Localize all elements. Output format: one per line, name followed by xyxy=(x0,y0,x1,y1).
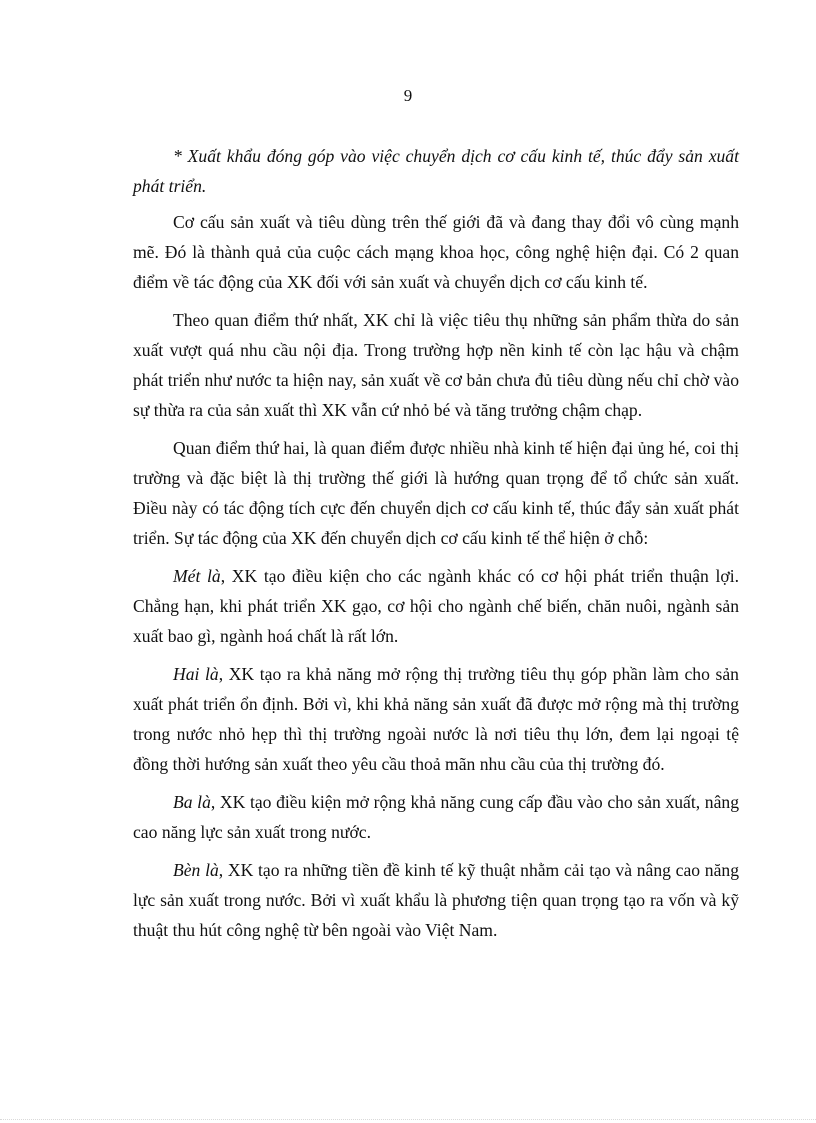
point-one-lead: Mét là xyxy=(173,566,221,586)
point-three-text: , XK tạo điều kiện mở rộng khả năng cung cấp đầu vào cho sản xuất, nâng cao năng lực sản xuất trong nước. xyxy=(133,792,739,842)
point-three xyxy=(133,787,739,847)
paragraph-intro: Cơ cấu sản xuất và tiêu dùng trên thế giới đã và đang thay đổi vô cùng mạnh mẽ. Đó là thành quả của cuộc cách mạng khoa học, công nghệ hiện đại. Có 2 quan điểm về tác động của XK đối với sản xuất và chuyển dịch cơ cấu kinh tế. xyxy=(133,212,739,292)
paragraph-second-view: Quan điểm thứ hai, là quan điểm được nhiều nhà kinh tế hiện đại ủng hé, coi thị trường và đặc biệt là thị trường thế giới là hướng quan trọng để tổ chức sản xuất. Điều này có tác động tích cực đến chuyển dịch cơ cấu kinh tế, thúc đẩy sản xuất phát triển. Sự tác động của XK đến chuyển dịch cơ cấu kinh tế thể hiện ở chỗ: xyxy=(133,438,739,548)
point-four-text: , XK tạo ra những tiền đề kinh tế kỹ thuật nhằm cải tạo và nâng cao năng lực sản xuất trong nước. Bởi vì xuất khẩu là phương tiện quan trọng tạo ra vốn và kỹ thuật thu hút công nghệ từ bên ngoài vào Việt Nam. xyxy=(133,860,739,940)
paragraph-first-view: Theo quan điểm thứ nhất, XK chỉ là việc tiêu thụ những sản phẩm thừa do sản xuất vượt quá nhu cầu nội địa. Trong trường hợp nền kinh tế còn lạc hậu và chậm phát triển như nước ta hiện nay, sản xuất về cơ bản chưa đủ tiêu dùng nếu chỉ chờ vào sự thừa ra của sản xuất thì XK vẫn cứ nhỏ bé và tăng trưởng chậm chạp. xyxy=(133,310,739,420)
section-heading: * Xuất khẩu đóng góp vào việc chuyển dịch cơ cấu kinh tế, thúc đẩy sản xuất phát triển. xyxy=(133,146,739,196)
point-one-text: , XK tạo điều kiện cho các ngành khác có cơ hội phát triển thuận lợi. Chẳng hạn, khi phát triển XK gạo, cơ hội cho ngành chế biến, chăn nuôi, ngành sản xuất bao gì, ngành hoá chất là rất lớn. xyxy=(133,566,740,646)
point-two xyxy=(133,659,739,779)
point-two-text: , XK tạo ra khả năng mở rộng thị trường tiêu thụ góp phần làm cho sản xuất phát triển ổn định. Bởi vì, khi khả năng sản xuất đã được mở rộng mà thị trường trong nước nhỏ hẹp thì thị trường ngoài nước là nơi tiêu thụ lớn, đem lại ngoại tệ đồng thời hướng sản xuất theo yêu cầu thoả mãn nhu cầu của thị trường đó. xyxy=(133,664,739,774)
page-number: 9 xyxy=(403,86,413,105)
point-two-lead: Hai là xyxy=(173,664,219,684)
point-four-lead: Bèn là xyxy=(173,860,219,880)
page-bottom-rule xyxy=(0,1119,816,1120)
point-three-lead: Ba là xyxy=(173,792,211,812)
point-four xyxy=(133,855,739,945)
body-text xyxy=(133,141,739,953)
point-one xyxy=(133,561,739,651)
